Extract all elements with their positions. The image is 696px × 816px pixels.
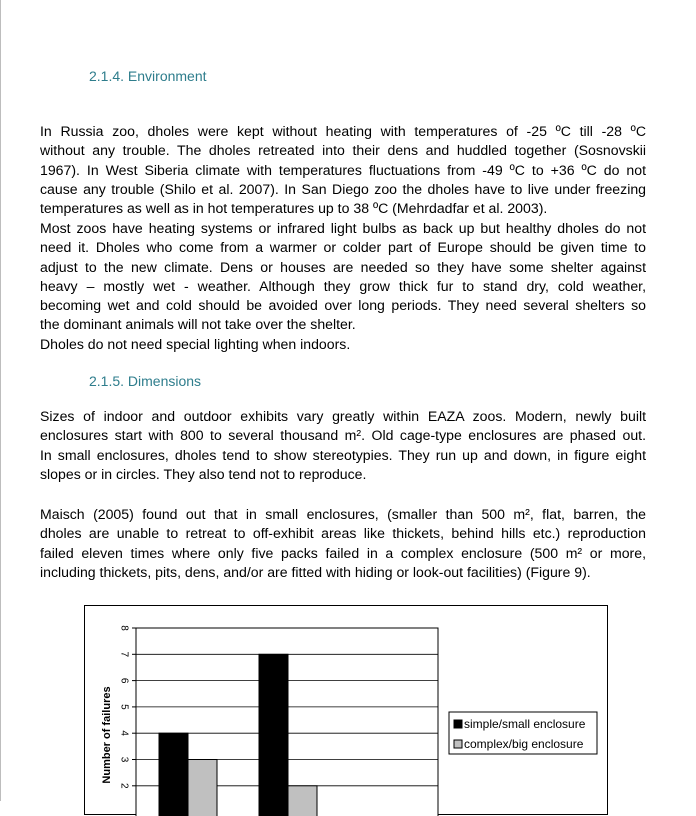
figure-9-chart [84, 605, 608, 815]
paragraph-environment-1 [40, 122, 646, 218]
text-line: the dominant animals will not take over the shelter. [40, 315, 646, 334]
text-line: cause any trouble (Shilo et al. 2007). In San Diego zoo the dholes have to live under freezing [40, 180, 646, 199]
text-line: In small enclosures, dholes tend to show stereotypies. They run up and down, in figure eight [40, 446, 646, 465]
text-line: adjust to the new climate. Dens or houses are needed so they have some shelter against [40, 258, 646, 277]
bar-complex-big [188, 760, 217, 816]
y-tick-label: 3 [119, 757, 130, 763]
text-line: Sizes of indoor and outdoor exhibits vary greatly within EAZA zoos. Modern, newly built [40, 407, 646, 426]
paragraph-dimensions-1 [40, 407, 646, 484]
text-line: In Russia zoo, dholes were kept without heating with temperatures of -25 ºC till -28 ºC [40, 122, 646, 141]
text-line: temperatures as well as in hot temperatures up to 38 ºC (Mehrdadfar et al. 2003). [40, 199, 646, 218]
legend-swatch [454, 740, 462, 748]
text-line: heavy – mostly wet - weather. Although they grow thick fur to stand dry, cold weather, [40, 277, 646, 296]
y-tick-label: 5 [119, 704, 130, 710]
text-line: Dholes do not need special lighting when indoors. [40, 335, 646, 354]
y-tick-label: 2 [119, 783, 130, 789]
paragraph-environment-2 [40, 219, 646, 354]
section-heading-environment: 2.1.4. Environment [89, 67, 207, 85]
text-line: slopes or in circles. They also tend not to reproduce. [40, 465, 646, 484]
text-line: 1967). In West Siberia climate with temperatures fluctuations from -49 ºC to +36 ºC do not [40, 161, 646, 180]
y-tick-label: 8 [119, 625, 130, 631]
text-line: Most zoos have heating systems or infrared light bulbs as back up but healthy dholes do not [40, 219, 646, 238]
page-edge-rule [0, 0, 1, 801]
y-tick-label: 4 [119, 730, 130, 736]
y-tick-label: 7 [119, 652, 130, 658]
text-line: including thickets, pits, dens, and/or are fitted with hiding or look-out facilities) (Figure 9). [40, 563, 646, 582]
section-heading-dimensions: 2.1.5. Dimensions [89, 372, 201, 390]
paragraph-dimensions-2 [40, 505, 646, 582]
text-line: failed eleven times where only five packs failed in a complex enclosure (500 m² or more, [40, 544, 646, 563]
text-line: without any trouble. The dholes retreated into their dens and huddled together (Sosnovskii [40, 141, 646, 160]
legend-label: complex/big enclosure [464, 737, 584, 751]
bar-simple-small [259, 654, 288, 816]
y-axis-label: Number of failures [101, 686, 113, 783]
text-line: Maisch (2005) found out that in small enclosures, (smaller than 500 m², flat, barren, the [40, 505, 646, 524]
bar-chart [85, 606, 609, 816]
text-line: enclosures start with 800 to several thousand m². Old cage-type enclosures are phased out. [40, 426, 646, 445]
bar-simple-small [159, 733, 188, 816]
legend-label: simple/small enclosure [464, 717, 586, 731]
text-line: becoming wet and cold should be avoided over long periods. They need several shelters so [40, 296, 646, 315]
y-tick-label: 6 [119, 678, 130, 684]
legend-swatch [454, 720, 462, 728]
text-line: dholes are unable to retreat to off-exhibit areas like thickets, behind hills etc.) reproduction [40, 524, 646, 543]
text-line: need it. Dholes who come from a warmer or colder part of Europe should be given time to [40, 238, 646, 257]
